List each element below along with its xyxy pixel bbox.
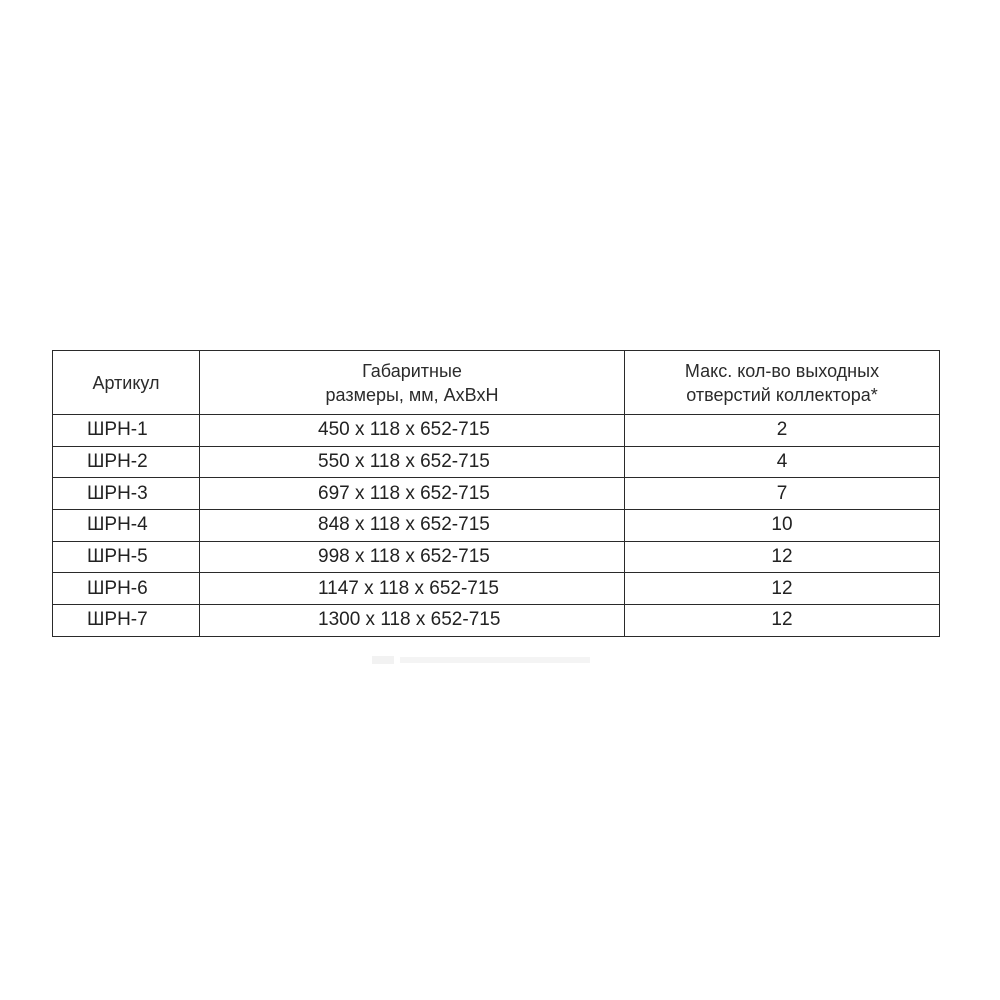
header-dimensions-line2: размеры, мм, АхВхН	[325, 384, 499, 405]
cell-article: ШРН-7	[53, 605, 200, 637]
header-article-label: Артикул	[92, 372, 160, 393]
cell-outlets: 10	[625, 510, 940, 542]
table-header	[53, 351, 940, 415]
cell-dimensions: 697 х 118 х 652-715	[200, 478, 625, 510]
cell-outlets: 12	[625, 605, 940, 637]
cell-article: ШРН-6	[53, 573, 200, 605]
cell-dimensions: 848 х 118 х 652-715	[200, 510, 625, 542]
watermark-shape	[372, 653, 592, 667]
header-outlets-line1: Макс. кол-во выходных	[684, 360, 880, 381]
cell-article: ШРН-5	[53, 541, 200, 573]
table-row	[53, 415, 940, 447]
table-row	[53, 446, 940, 478]
table-row	[53, 573, 940, 605]
cell-dimensions: 1300 х 118 х 652-715	[200, 605, 625, 637]
cell-dimensions: 998 х 118 х 652-715	[200, 541, 625, 573]
cell-outlets: 7	[625, 478, 940, 510]
table-row	[53, 541, 940, 573]
table-row	[53, 510, 940, 542]
header-outlets-line2: отверстий коллектора*	[686, 384, 878, 405]
header-dimensions-line1: Габаритные	[362, 360, 462, 381]
cell-dimensions: 450 х 118 х 652-715	[200, 415, 625, 447]
cell-dimensions: 550 х 118 х 652-715	[200, 446, 625, 478]
table-body	[53, 415, 940, 637]
cell-outlets: 4	[625, 446, 940, 478]
cell-article: ШРН-1	[53, 415, 200, 447]
cell-article: ШРН-2	[53, 446, 200, 478]
header-row	[53, 351, 940, 415]
specifications-table	[52, 350, 940, 637]
cell-article: ШРН-3	[53, 478, 200, 510]
header-outlets	[625, 351, 940, 415]
cell-dimensions: 1147 х 118 х 652-715	[200, 573, 625, 605]
cell-outlets: 12	[625, 541, 940, 573]
table-row	[53, 605, 940, 637]
faint-watermark	[372, 652, 592, 668]
cell-outlets: 2	[625, 415, 940, 447]
table-row	[53, 478, 940, 510]
cell-outlets: 12	[625, 573, 940, 605]
cell-article: ШРН-4	[53, 510, 200, 542]
header-article	[53, 351, 200, 415]
header-dimensions	[200, 351, 625, 415]
